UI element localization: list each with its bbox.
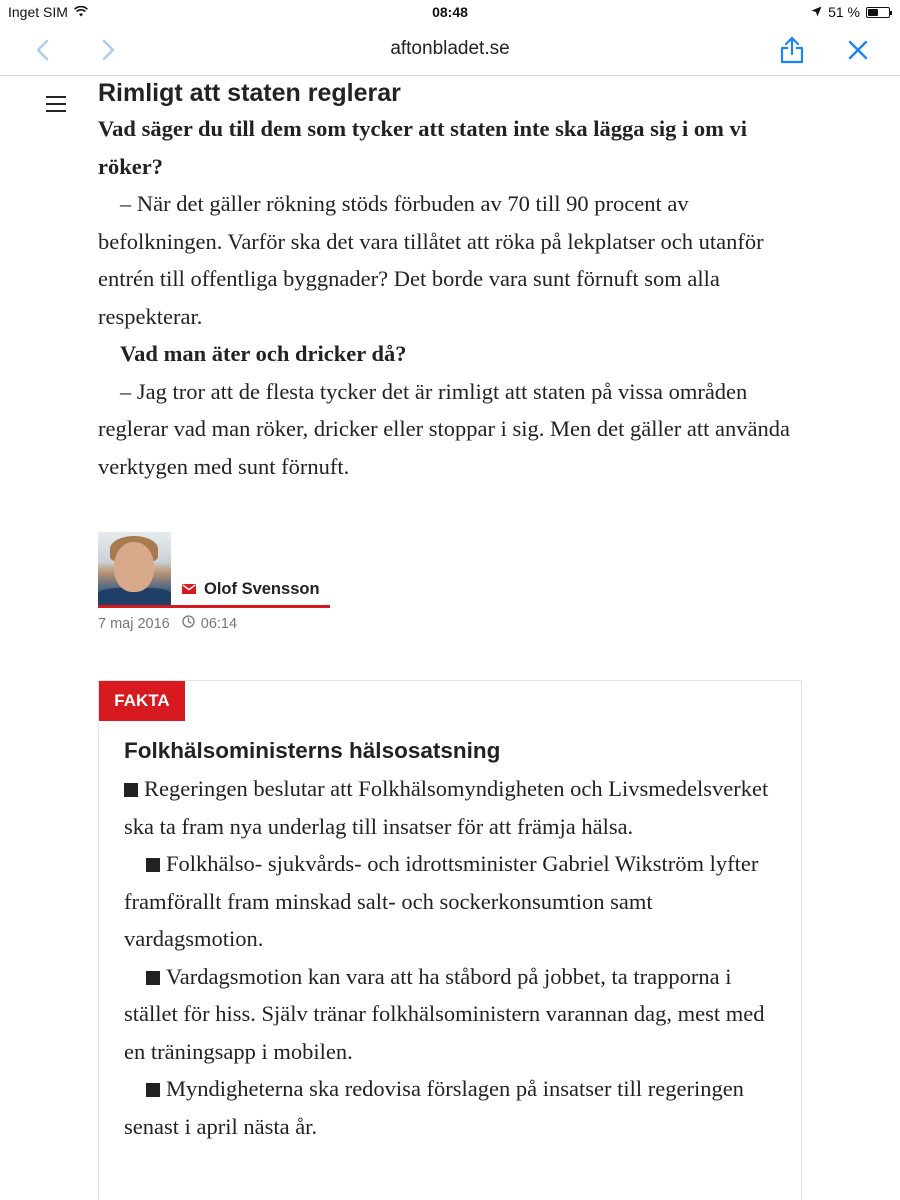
square-bullet-icon — [124, 783, 138, 797]
share-button[interactable] — [778, 36, 806, 64]
close-button[interactable] — [844, 36, 872, 64]
fact-item-text: Regeringen beslutar att Folkhälsomyndigheten och Livsmedelsverket ska ta fram nya underlag till insatser för att främja hälsa. — [124, 776, 769, 839]
author-name: Olof Svensson — [204, 580, 320, 598]
fact-title: Folkhälsoministerns hälsosatsning — [124, 738, 501, 763]
fact-box — [98, 680, 802, 1200]
menu-icon[interactable] — [46, 96, 66, 112]
address-bar[interactable]: aftonbladet.se — [390, 38, 510, 59]
browser-toolbar — [0, 24, 900, 76]
section-title: Rimligt att staten reglerar — [98, 79, 401, 107]
fact-item — [124, 845, 774, 958]
interview-answer: – När det gäller rökning stöds förbuden av 70 till 90 procent av befolkningen. Varför ska det vara tillåtet att röka på lekplatser och utanför entrén till offentliga byggnader? Det borde vara sunt förnuft som alla respekterar. — [98, 191, 764, 329]
publish-info — [98, 615, 237, 632]
fact-item-text: Folkhälso- sjukvårds- och idrottsminister Gabriel Wikström lyfter framförallt fram minskad salt- och sockerkonsumtion samt vardagsmotion. — [124, 851, 759, 951]
status-bar — [0, 0, 900, 24]
author-link[interactable] — [182, 580, 320, 599]
square-bullet-icon — [146, 971, 160, 985]
interview-question: Vad man äter och dricker då? — [120, 341, 407, 366]
publish-time: 06:14 — [200, 615, 238, 632]
byline — [98, 532, 330, 608]
battery-percent: 51 % — [828, 4, 860, 20]
close-icon — [848, 40, 868, 60]
fact-item-text: Vardagsmotion kan vara att ha ståbord på jobbet, ta trapporna i stället för hiss. Själv tränar folkhälsoministern varannan dag, mest med en träningsapp i mobilen. — [124, 963, 765, 1064]
fact-item — [124, 958, 774, 1071]
carrier-label: Inget SIM — [8, 4, 68, 20]
fact-item-text: Myndigheterna ska redovisa förslagen på insatser till regeringen senast i april nästa år. — [124, 1076, 744, 1139]
battery-fill — [868, 9, 878, 16]
clock-icon — [182, 615, 195, 632]
interview-answer: – Jag tror att de flesta tycker det är rimligt att staten på vissa områden reglerar vad man röker, dricker eller stoppar i sig. Men det gäller att använda verktygen med sunt förnuft. — [98, 378, 790, 479]
share-icon — [779, 36, 805, 64]
square-bullet-icon — [146, 858, 160, 872]
author-avatar[interactable] — [98, 532, 171, 606]
square-bullet-icon — [146, 1083, 160, 1097]
publish-date: 7 maj 2016 — [98, 615, 170, 632]
fact-content — [124, 733, 774, 1145]
clock: 08:48 — [432, 4, 468, 20]
battery-icon — [866, 7, 890, 18]
location-arrow-icon — [811, 4, 822, 20]
fact-item — [124, 770, 774, 845]
fact-badge: FAKTA — [99, 681, 185, 721]
mail-icon — [182, 580, 196, 599]
fact-item — [124, 1070, 774, 1145]
byline-underline — [98, 605, 330, 608]
interview-question: Vad säger du till dem som tycker att staten inte ska lägga sig i om vi röker? — [98, 116, 747, 179]
article-body — [98, 76, 808, 485]
